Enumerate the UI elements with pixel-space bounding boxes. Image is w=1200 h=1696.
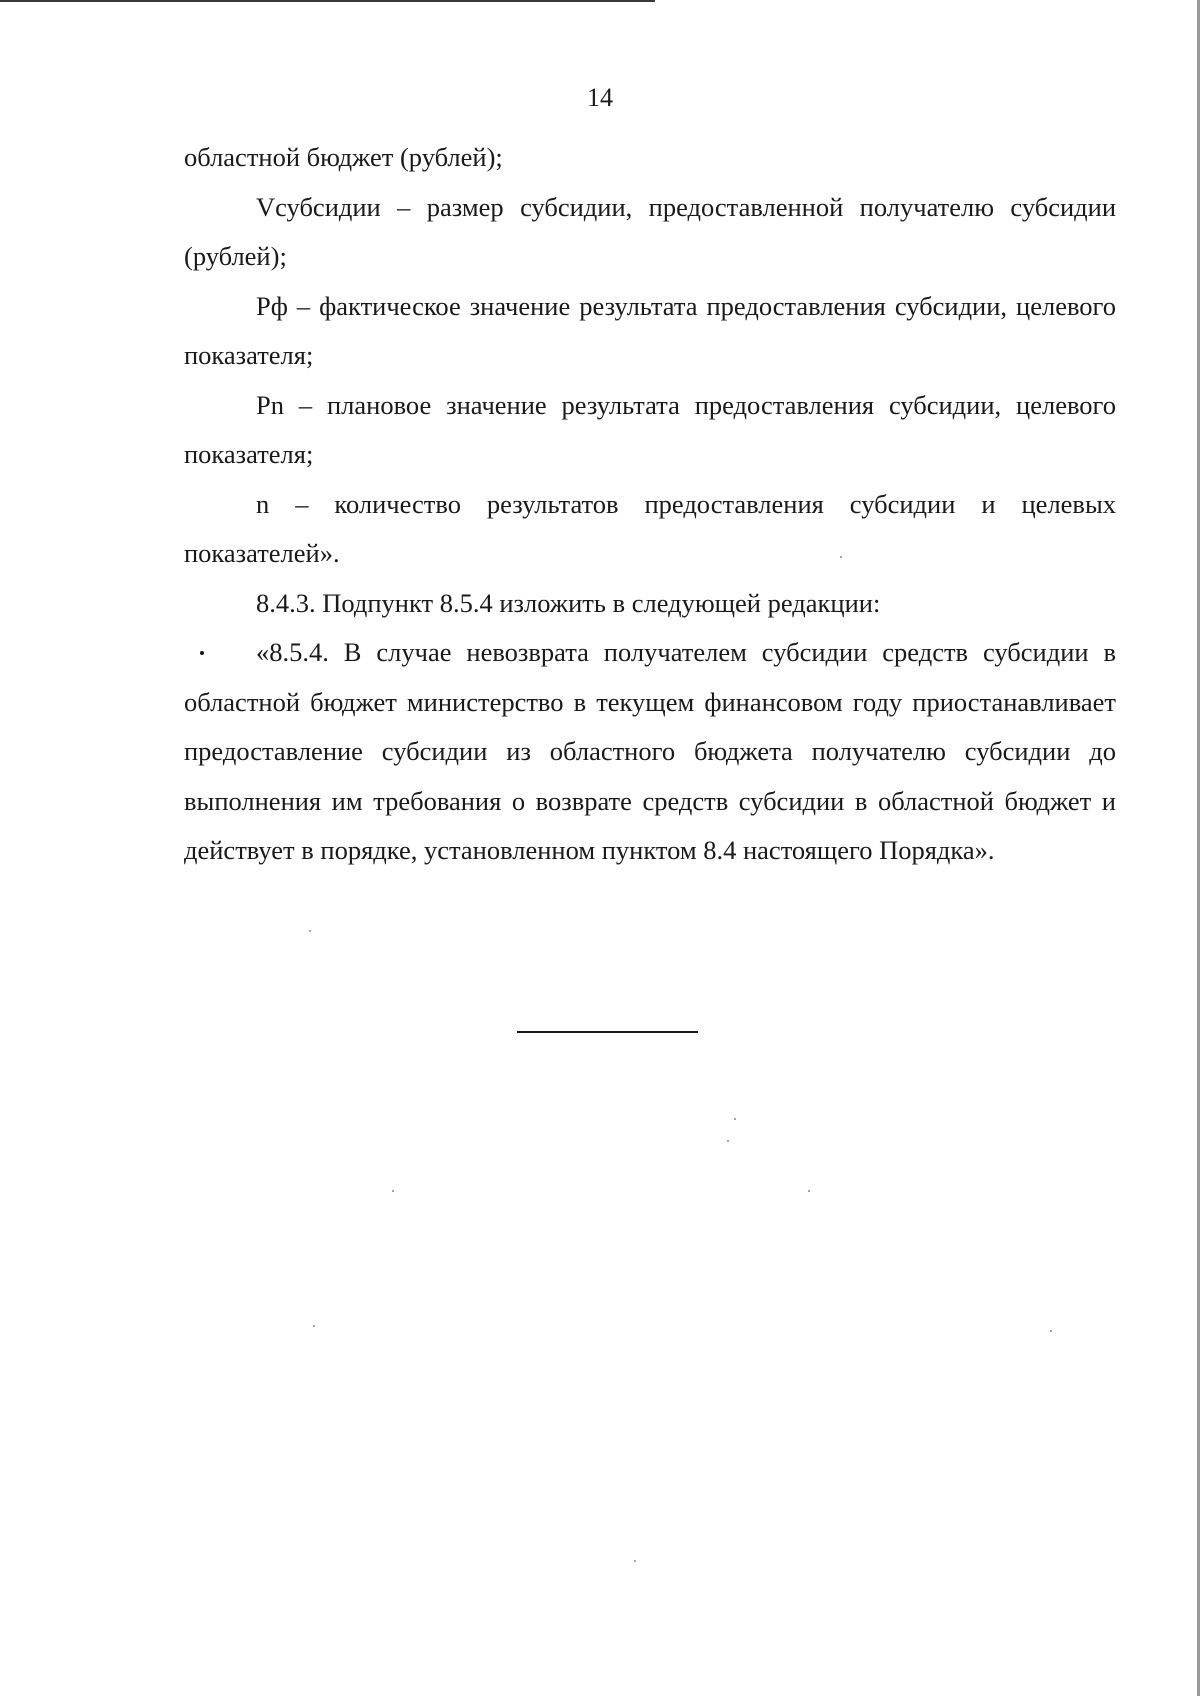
scan-speck (734, 1118, 736, 1120)
paragraph-pn-planned: Pn – плановое значение результата предоставления субсидии, целевого показателя; (184, 389, 1116, 469)
paragraph-clause-8-5-4: «8.5.4. В случае невозврата получателем субсидии средств субсидии в областной бюджет министерство в текущем финансовом году приостанавливает предоставление субсидии из областного бюджета получателю субсидии до выполнения им требования о возврате средств субсидии в областной бюджет и действует в порядке, установленном пунктом 8.4 настоящего Порядка». (184, 637, 1116, 865)
paragraph-subclause-8-4-3: 8.4.3. Подпункт 8.5.4 изложить в следующей редакции: (256, 587, 881, 618)
scan-speck (313, 1325, 315, 1327)
scan-speck (840, 556, 842, 558)
page-number: 14 (587, 83, 613, 112)
paragraph-n-count: n – количество результатов предоставления субсидии и целевых показателей». (184, 488, 1116, 568)
paragraph-v-subsidy: Vсубсидии – размер субсидии, предоставленной получателю субсидии (рублей); (184, 191, 1116, 271)
scan-speck (634, 1560, 636, 1562)
scan-speck (1050, 1330, 1052, 1332)
body-text (184, 133, 1116, 876)
scan-speck (309, 930, 311, 932)
paragraph-rf-actual: Рф – фактическое значение результата предоставления субсидии, целевого показателя; (184, 290, 1116, 370)
scan-speck (727, 1140, 729, 1142)
scan-speck (392, 1190, 394, 1192)
paragraph-budget-units: областной бюджет (рублей); (184, 142, 503, 172)
stray-mark (200, 651, 204, 655)
end-of-text-rule (517, 1031, 698, 1033)
scan-speck (808, 1190, 810, 1192)
scan-edge-top (0, 0, 655, 2)
